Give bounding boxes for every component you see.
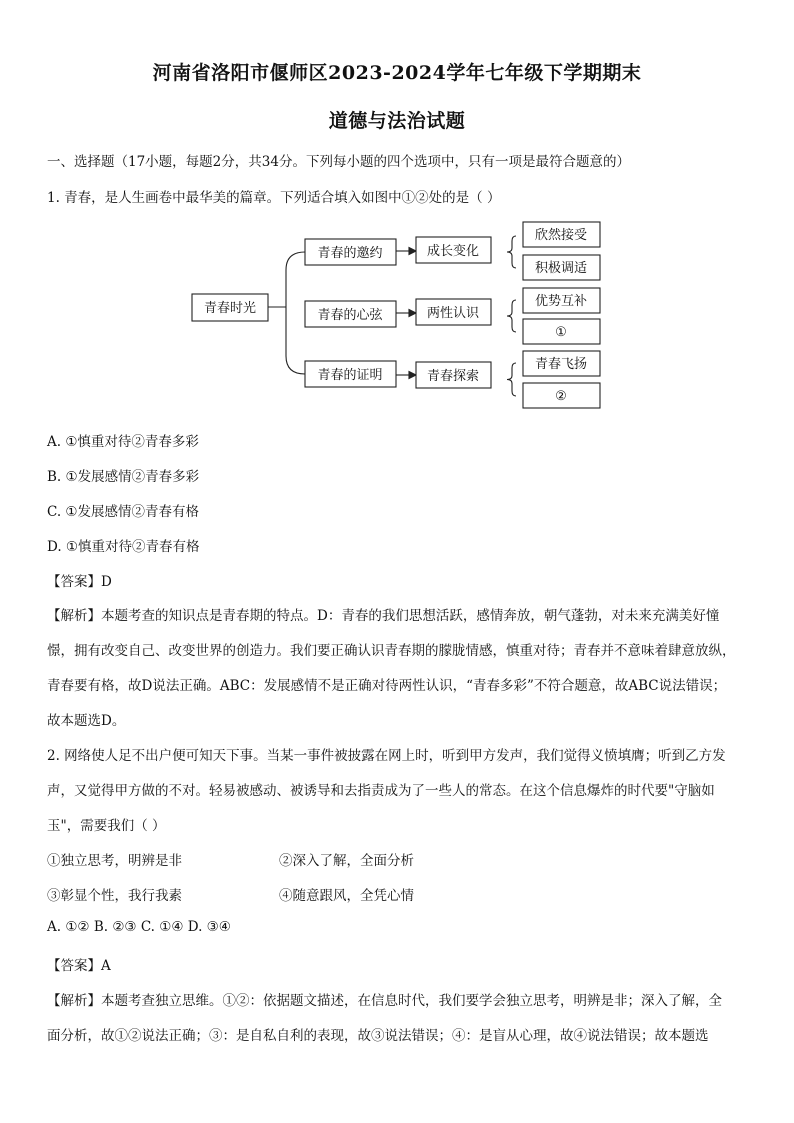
branch-item: 优势互补 [534,294,588,309]
blank-1: ① [555,325,567,340]
question-1-diagram [0,0,794,430]
arrow-head [409,310,416,317]
q2-options: A. ①② B. ②③ C. ①④ D. ③④ [47,919,231,935]
brace [507,236,516,268]
q2-analysis-line: 【解析】本题考查独立思维。①②：依据题文描述，在信息时代，我们要学会独立思考，明辨是非；深入了解，全 [47,993,722,1009]
q2-statement-3: ③彰显个性，我行我素 [47,888,182,904]
page-title: 河南省洛阳市偃师区2023-2024学年七年级下学期期末 [152,62,642,84]
q2-answer: 【答案】A [47,958,111,974]
branch-topic: 青春探索 [426,369,480,384]
question-2-stem: 玉"，需要我们（ ） [47,818,166,834]
branch-topic: 成长变化 [426,244,480,259]
branch-label: 青春的邀约 [317,246,383,261]
blank-2: ② [555,389,567,404]
branch-label: 青春的心弦 [317,308,383,323]
branch-label: 青春的证明 [317,368,383,383]
q2-statement-2: ②深入了解，全面分析 [279,853,414,869]
q1-option-b: B. ①发展感情②青春多彩 [47,469,200,485]
diagram-branch-3 [305,351,600,408]
q1-option-c: C. ①发展感情②青春有格 [47,504,200,520]
q1-analysis-line: 憬，拥有改变自己、改变世界的创造力。我们要正确认识青春期的朦胧情感，慎重对待；青春并不意味着肆意放纵， [47,643,736,659]
q1-option-d: D. ①慎重对待②青春有格 [47,539,200,555]
diagram-branch-1 [305,222,600,280]
branch-topic: 两性认识 [426,306,480,321]
q1-analysis-line: 青春要有格，故D说法正确。ABC：发展感情不是正确对待两性认识，“青春多彩”不符合题意，故ABC说法错误； [47,678,727,694]
q2-statement-1: ①独立思考，明辨是非 [47,853,182,869]
diagram-branch-2 [305,288,600,344]
q1-answer: 【答案】D [47,574,112,590]
brace [507,300,516,332]
arrow-head [409,372,416,379]
branch-item: 青春飞扬 [534,357,588,372]
branch-item: 积极调适 [534,261,588,276]
diagram-root [192,294,268,321]
brace [507,363,516,396]
q1-analysis-line: 【解析】本题考查的知识点是青春期的特点。D：青春的我们思想活跃，感情奔放，朝气蓬勃，对未来充满美好憧 [47,608,720,624]
q2-analysis-line: 面分析，故①②说法正确；③：是自私自利的表现，故③说法错误；④：是盲从心理，故④说法错误；故本题选 [47,1028,709,1044]
section-heading: 一、选择题（17小题，每题2分，共34分。下列每小题的四个选项中，只有一项是最符合题意的） [47,154,630,170]
diagram-root-label: 青春时光 [203,301,257,316]
page-subtitle: 道德与法治试题 [328,110,466,132]
branch-item: 欣然接受 [534,228,588,243]
q1-analysis-line: 故本题选D。 [47,713,126,729]
question-2-stem: 声，又觉得甲方做的不对。轻易被感动、被诱导和去指责成为了一些人的常态。在这个信息爆炸的时代要"守脑如 [47,783,715,799]
arrow-head [409,248,416,255]
q2-statement-4: ④随意跟风，全凭心情 [279,888,414,904]
question-1-stem: 1. 青春，是人生画卷中最华美的篇章。下列适合填入如图中①②处的是（ ） [47,190,501,206]
q1-option-a: A. ①慎重对待②青春多彩 [47,434,199,450]
question-2-stem: 2. 网络使人足不出户便可知天下事。当某一事件被披露在网上时，听到甲方发声，我们觉得义愤填膺；听到乙方发 [47,748,726,764]
